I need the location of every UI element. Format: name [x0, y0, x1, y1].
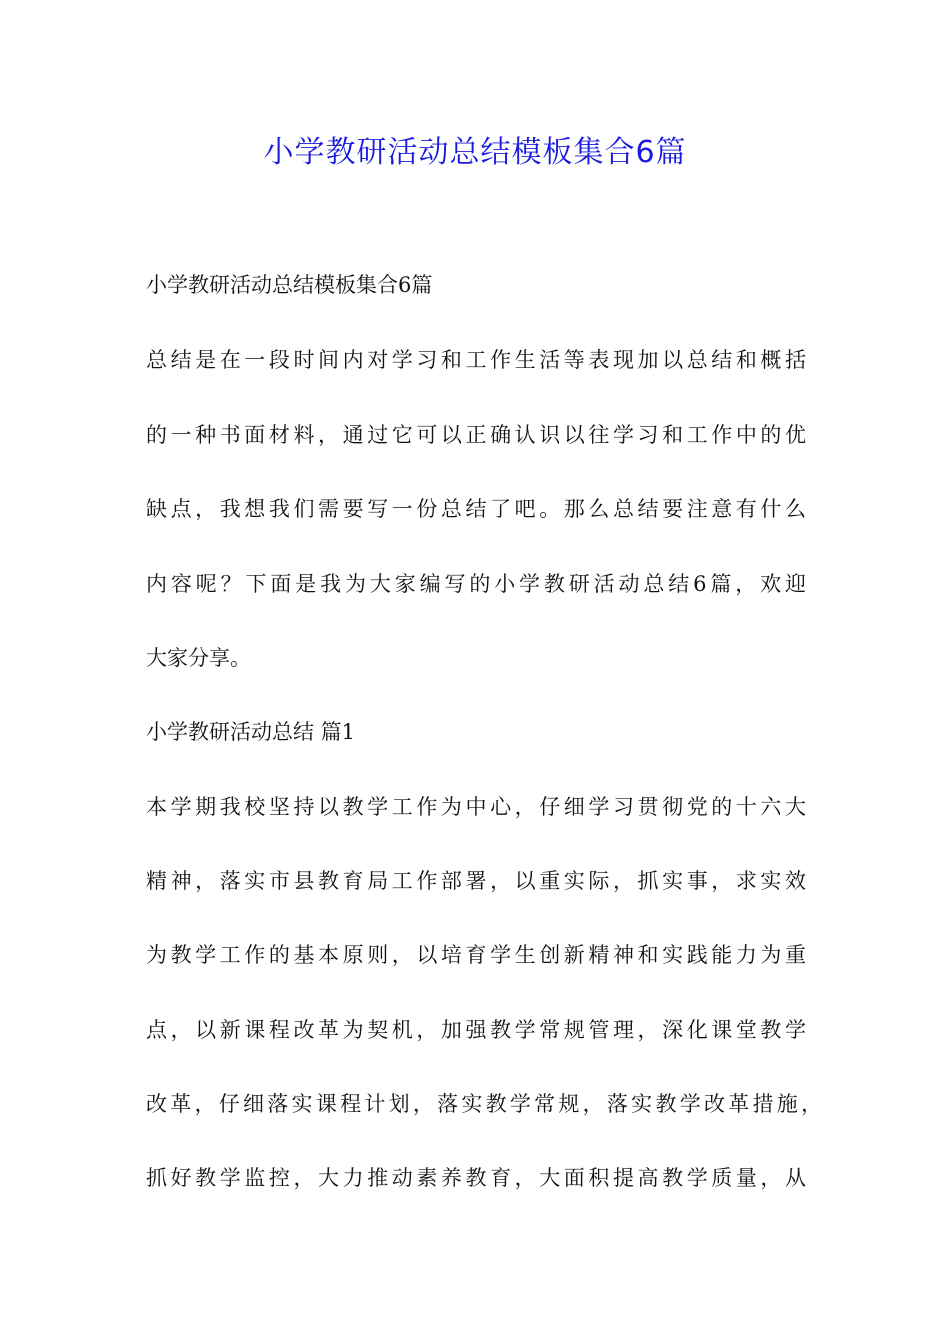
paragraph-line: 大家分享。 [146, 646, 251, 670]
paragraph-line: 缺点，我想我们需要写一份总结了吧。那么总结要注意有什么 [146, 497, 806, 521]
paragraph-line: 抓好教学监控，大力推动素养教育，大面积提高教学质量，从 [146, 1166, 806, 1190]
paragraph-line: 总结是在一段时间内对学习和工作生活等表现加以总结和概括 [146, 348, 806, 372]
paragraph-line: 点，以新课程改革为契机，加强教学常规管理，深化课堂教学 [146, 1018, 806, 1042]
section-heading: 小学教研活动总结 篇1 [146, 720, 356, 744]
document-title: 小学教研活动总结模板集合6篇 [263, 135, 687, 170]
subtitle-line: 小学教研活动总结模板集合6篇 [146, 273, 433, 297]
paragraph-line: 内容呢？下面是我为大家编写的小学教研活动总结6篇，欢迎 [146, 572, 806, 596]
paragraph-line: 精神，落实市县教育局工作部署，以重实际，抓实事，求实效 [146, 869, 806, 893]
paragraph-line: 本学期我校坚持以教学工作为中心，仔细学习贯彻党的十六大 [146, 795, 806, 819]
paragraph-line: 为教学工作的基本原则，以培育学生创新精神和实践能力为重 [146, 943, 806, 967]
paragraph-line: 改革，仔细落实课程计划，落实教学常规，落实教学改革措施， [146, 1092, 822, 1116]
paragraph-line: 的一种书面材料，通过它可以正确认识以往学习和工作中的优 [146, 423, 806, 447]
